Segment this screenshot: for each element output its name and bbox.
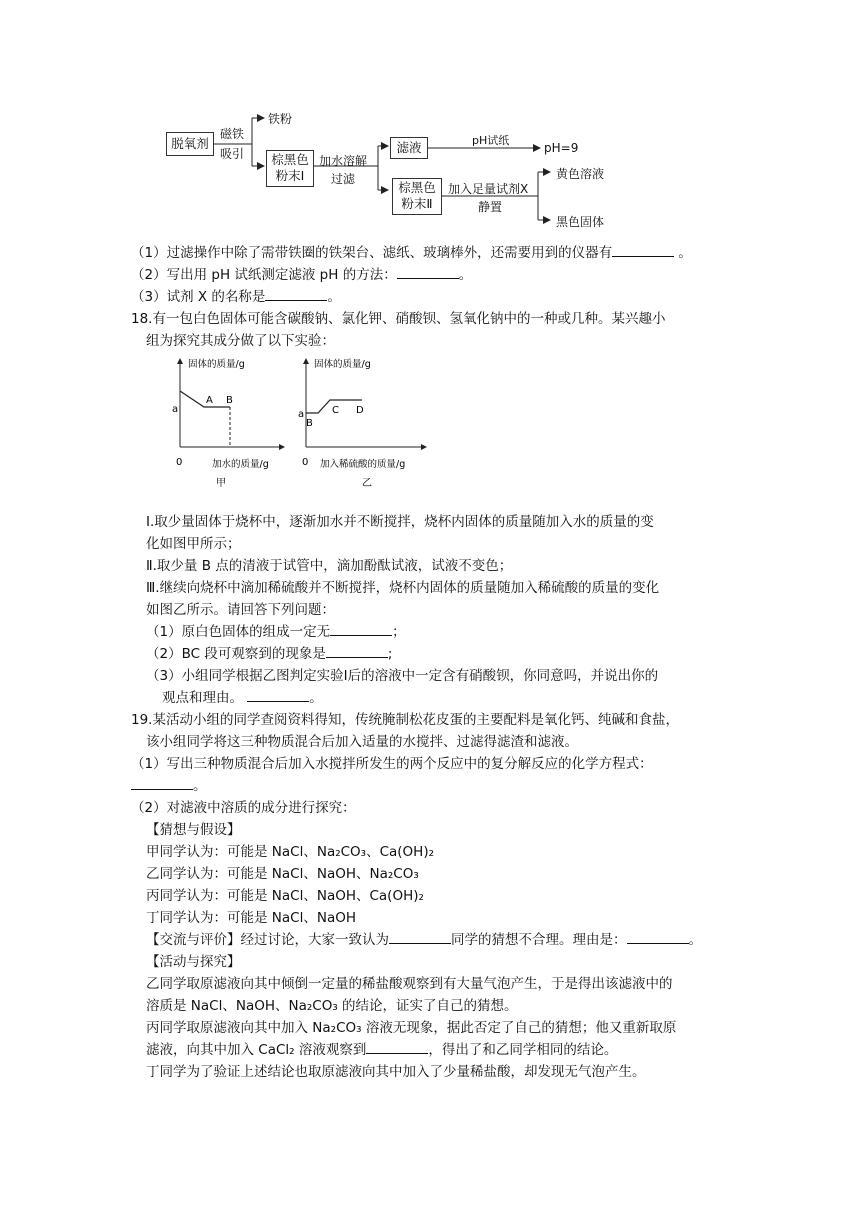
magnet-label: 磁铁 [220,127,245,141]
graph-yi [292,355,442,490]
answer-blank[interactable] [326,645,388,658]
q18-stem-line1: 18.有一包白色固体可能含碳酸钠、氯化钾、硝酸钡、氢氧化钠中的一种或几种。某兴趣小 [131,311,666,327]
q18-question1-text: （1）原白色固体的组成一定无 [146,624,331,640]
evaluation-text2: 同学的猜想不合理。理由是： [451,932,627,948]
answer-blank[interactable] [627,931,689,944]
jia-curve [180,391,230,407]
answer-blank[interactable] [247,689,309,702]
jia-caption: 甲 [216,478,226,489]
q18-question2: （2）BC 段可观察到的现象是 ; [146,646,393,662]
yi-origin: 0 [302,457,309,468]
filtrate-box: 滤液 [390,137,428,159]
answer-blank[interactable] [389,931,451,944]
powder2-box [392,178,442,215]
activity-heading: 【活动与探究】 [146,954,241,970]
reagent-label: 加入足量试剂X [448,182,529,196]
black-solid-label: 黑色固体 [556,215,605,229]
yi-caption: 乙 [362,478,372,489]
q17-part1: （1）过滤操作中除了需带铁圈的铁架台、滤纸、玻璃棒外，还需要用到的仪器有 。 [131,245,692,261]
ph-paper-label: pH试纸 [472,134,510,147]
q18-step1-a: Ⅰ.取少量固体于烧杯中，逐渐加水并不断搅拌，烧杯内固体的质量随加入水的质量的变 [146,514,654,530]
guess-yi: 乙同学认为：可能是 NaCl、NaOH、Na₂CO₃ [146,866,419,882]
guess-jia: 甲同学认为：可能是 NaCl、Na₂CO₃、Ca(OH)₂ [146,844,435,860]
yi-B: B [306,418,313,429]
q18-question1: （1）原白色固体的组成一定无 ； [146,624,406,640]
hypothesis-heading: 【猜想与假设】 [146,822,241,838]
q18-question3-a: （3）小组同学根据乙图判定实验Ⅰ后的溶液中一定含有硝酸钡，你同意吗，并说出你的 [146,668,659,684]
jia-B: B [226,395,233,406]
q18-step2: Ⅱ.取少量 B 点的清液于试管中，滴加酚酞试液，试液不变色； [146,558,513,574]
yi-a: a [298,409,305,420]
jia-a: a [172,404,179,415]
q18-step1-b: 化如图甲所示； [146,536,241,552]
q18-step3-a: Ⅲ.继续向烧杯中滴加稀硫酸并不断搅拌，烧杯内固体的质量随加入稀硫酸的质量的变化 [146,580,660,596]
powder1-box [266,150,314,187]
powder2-line2: 粉末Ⅱ [401,196,433,211]
yi-C: C [332,405,339,416]
q17-part1-text: （1）过滤操作中除了需带铁圈的铁架台、滤纸、玻璃棒外，还需要用到的仪器有 [131,245,613,261]
q18-stem-line2: 组为探究其成分做了以下实验： [146,333,335,349]
q17-part3-text: （3）试剂 X 的名称是 [131,289,266,305]
activity-line3: 丙同学取原滤液向其中加入 Na₂CO₃ 溶液无现象，据此否定了自己的猜想；他又重新取原 [146,1020,677,1036]
q17-part3: （3）试剂 X 的名称是 。 [131,289,341,305]
yellow-solution-label: 黄色溶液 [556,167,605,181]
q19-part1-answer: 。 [131,777,207,795]
activity-line5: 丁同学为了验证上述结论也取原滤液向其中加入了少量稀盐酸，却发现无气泡产生。 [146,1064,646,1080]
jia-ylabel: 固体的质量/g [188,359,245,370]
activity-line4-text-a: 滤液，向其中加入 CaCl₂ 溶液观察到 [146,1042,367,1058]
deoxidizer-box: 脱氧剂 [166,132,214,156]
activity-line1: 乙同学取原滤液向其中倾倒一定量的稀盐酸观察到有大量气泡产生，于是得出该滤液中的 [146,976,673,992]
attract-label: 吸引 [220,147,245,161]
answer-blank[interactable] [612,244,674,257]
powder2-line1: 棕黑色 [398,180,436,195]
dissolve-label: 加水溶解 [319,154,368,168]
iron-powder-label: 铁粉 [268,112,293,126]
evaluation-line: 【交流与评价】经过讨论，大家一致认为 同学的猜想不合理。理由是： 。 [146,932,702,948]
yi-ylabel: 固体的质量/g [314,359,371,370]
q19-part2: （2）对滤液中溶质的成分进行探究： [131,800,356,816]
yi-D: D [356,405,364,416]
yi-xlabel: 加入稀硫酸的质量/g [320,459,406,470]
jia-origin: 0 [176,457,183,468]
stand-label: 静置 [478,200,503,214]
guess-bing: 丙同学认为：可能是 NaCl、NaOH、Ca(OH)₂ [146,888,424,904]
q18-step3-b: 如图乙所示。请回答下列问题： [146,602,335,618]
graph-jia [160,355,300,490]
activity-line4-text-b: ，得出了和乙同学相同的结论。 [428,1042,618,1058]
answer-blank[interactable] [330,623,392,636]
filter-label: 过滤 [331,172,356,186]
answer-blank[interactable] [397,266,459,279]
answer-blank[interactable] [131,777,193,790]
evaluation-text1: 经过讨论，大家一致认为 [240,932,389,948]
evaluation-heading: 【交流与评价】 [146,932,241,948]
jia-A: A [206,395,213,406]
activity-line4 [146,1041,617,1059]
q18-question3-b: 观点和理由。 。 [162,690,323,706]
answer-blank[interactable] [265,288,327,301]
q17-part2-text: （2）写出用 pH 试纸测定滤液 pH 的方法： [131,267,397,283]
q18-question3-b-text: 观点和理由。 [162,690,243,706]
guess-ding: 丁同学认为：可能是 NaCl、NaOH [146,910,356,926]
ph-result-label: pH=9 [544,141,579,155]
q19-stem-line2: 该小组同学将这三种物质混合后加入适量的水搅拌、过滤得滤渣和滤液。 [146,734,578,750]
activity-line2: 溶质是 NaCl、NaOH、Na₂CO₃ 的结论，证实了自己的猜想。 [146,998,518,1014]
q19-part1: （1）写出三种物质混合后加入水搅拌所发生的两个反应中的复分解反应的化学方程式： [131,756,653,772]
powder1-line1: 棕黑色 [271,152,309,167]
jia-xlabel: 加水的质量/g [212,459,269,470]
powder1-line2: 粉末Ⅰ [275,168,305,183]
q18-question2-text: （2）BC 段可观察到的现象是 [146,646,326,662]
answer-blank[interactable] [366,1041,428,1054]
q19-stem-line1: 19.某活动小组的同学查阅资料得知，传统腌制松花皮蛋的主要配料是氧化钙、纯碱和食盐， [131,712,679,728]
q17-part2: （2）写出用 pH 试纸测定滤液 pH 的方法： 。 [131,267,473,283]
